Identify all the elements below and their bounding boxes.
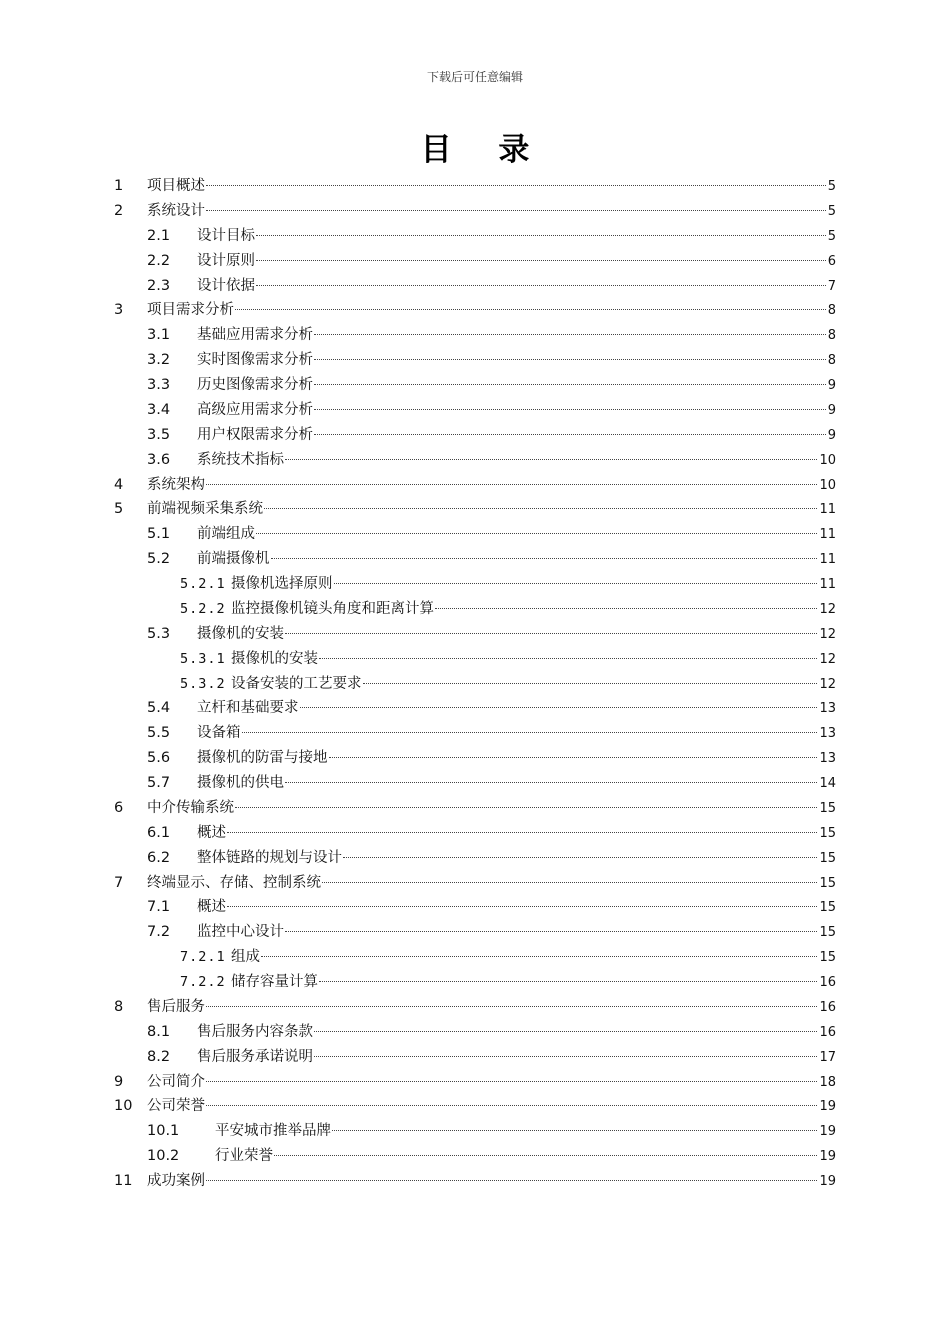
- toc-entry-number: 5.3.1: [180, 650, 226, 667]
- toc-entry-number: 3.5: [147, 426, 171, 443]
- toc-entry-page-number: 15: [819, 850, 836, 866]
- toc-entry[interactable]: [0, 871, 950, 896]
- toc-dot-leader: [334, 583, 818, 584]
- toc-entry-line: [197, 771, 836, 797]
- toc-entry[interactable]: [0, 274, 950, 299]
- toc-entry-page-number: 9: [827, 427, 836, 443]
- toc-entry-page-number: 14: [819, 776, 836, 791]
- toc-entry[interactable]: [0, 920, 950, 945]
- toc-entry[interactable]: [0, 622, 950, 647]
- toc-entry[interactable]: [0, 323, 950, 348]
- toc-entry-page-number: 18: [819, 1074, 836, 1090]
- toc-entry-number: 3.6: [147, 451, 171, 468]
- toc-entry[interactable]: [0, 423, 950, 448]
- toc-entry[interactable]: [0, 298, 950, 323]
- toc-entry[interactable]: [0, 1020, 950, 1045]
- toc-dot-leader: [256, 235, 826, 236]
- toc-entry-title: 摄像机的防雷与接地: [197, 750, 328, 767]
- toc-dot-leader: [206, 1081, 817, 1082]
- toc-entry-line: [197, 348, 836, 374]
- toc-entry-title: 前端组成: [197, 526, 255, 543]
- toc-entry-number: 6.1: [147, 824, 171, 841]
- toc-entry-page-number: 11: [819, 527, 836, 543]
- toc-dot-leader: [314, 434, 826, 435]
- toc-dot-leader: [319, 981, 817, 982]
- toc-entry-page-number: 19: [819, 1149, 836, 1165]
- toc-entry-title: 终端显示、存储、控制系统: [147, 874, 321, 891]
- toc-entry-page-number: 16: [819, 975, 836, 990]
- toc-entry-number: 10.1: [147, 1123, 180, 1140]
- toc-entry-line: [197, 522, 836, 548]
- toc-dot-leader: [242, 732, 818, 733]
- toc-entry-page-number: 11: [819, 552, 836, 568]
- toc-dot-leader: [271, 558, 818, 559]
- toc-dot-leader: [322, 882, 817, 883]
- toc-entry-title: 公司荣誉: [147, 1098, 205, 1115]
- toc-entry-number: 7.2.1: [180, 949, 226, 966]
- toc-dot-leader: [206, 185, 826, 186]
- toc-entry-line: [231, 672, 836, 698]
- toc-entry[interactable]: [0, 522, 950, 547]
- toc-entry-title: 设计目标: [197, 227, 255, 244]
- toc-entry-number: 2.3: [147, 277, 171, 294]
- toc-entry-page-number: 8: [827, 353, 836, 369]
- toc-entry-title: 公司简介: [147, 1073, 205, 1090]
- toc-entry-number: 5.3.2: [180, 675, 226, 692]
- toc-entry-number: 7.2.2: [180, 974, 226, 990]
- toc-dot-leader: [206, 1006, 817, 1007]
- toc-entry-line: [215, 1144, 836, 1170]
- toc-entry-number: 5.7: [147, 775, 171, 791]
- toc-entry[interactable]: [0, 672, 950, 697]
- toc-entry-title: 项目概述: [147, 178, 205, 194]
- toc-entry-line: [197, 547, 836, 573]
- toc-entry-number: 2.2: [147, 252, 171, 269]
- toc-entry-line: [147, 497, 836, 523]
- toc-entry-title: 设备箱: [197, 725, 241, 742]
- toc-entry-number: 5.4: [147, 700, 171, 717]
- toc-entry-page-number: 11: [819, 577, 836, 592]
- toc-entry-number: 5.2.1: [180, 576, 226, 592]
- toc-entry-line: [231, 970, 836, 996]
- toc-entry-line: [231, 945, 836, 971]
- toc-entry-title: 摄像机的安装: [197, 625, 284, 642]
- toc-entry-line: [197, 423, 836, 449]
- page-header-note: 下载后可任意编辑: [426, 70, 523, 84]
- toc-entry-line: [197, 746, 836, 772]
- toc-entry[interactable]: [0, 473, 950, 498]
- toc-entry-page-number: 12: [819, 676, 836, 692]
- toc-entry-number: 6.2: [147, 849, 171, 866]
- toc-dot-leader: [285, 931, 817, 932]
- toc-entry-number: 2: [114, 202, 124, 219]
- toc-entry[interactable]: [0, 1045, 950, 1070]
- toc-entry-page-number: 19: [819, 1174, 836, 1189]
- toc-entry-number: 3.4: [147, 401, 171, 418]
- toc-entry-number: 9: [114, 1073, 124, 1090]
- toc-dot-leader: [206, 1180, 817, 1181]
- toc-entry-page-number: 19: [819, 1099, 836, 1115]
- toc-dot-leader: [285, 633, 817, 634]
- toc-entry-number: 8: [114, 998, 124, 1015]
- toc-entry[interactable]: [0, 547, 950, 572]
- toc-dot-leader: [314, 384, 826, 385]
- toc-dot-leader: [227, 832, 817, 833]
- toc-dot-leader: [206, 1105, 817, 1106]
- toc-entry-page-number: 7: [827, 278, 836, 294]
- toc-entry-title: 摄像机的安装: [231, 650, 318, 667]
- toc-entry-number: 3: [114, 302, 124, 319]
- toc-entry-number: 11: [114, 1173, 133, 1189]
- toc-entry-title: 平安城市推举品牌: [215, 1123, 331, 1140]
- toc-entry-title: 概述: [197, 824, 226, 841]
- toc-entry-page-number: 5: [827, 203, 836, 219]
- toc-entry-title: 设备安装的工艺要求: [231, 675, 362, 692]
- toc-entry-page-number: 17: [819, 1049, 836, 1065]
- toc-entry-title: 实时图像需求分析: [197, 352, 313, 369]
- toc-entry-number: 5.2.2: [180, 600, 226, 617]
- toc-entry-title: 售后服务承诺说明: [197, 1048, 313, 1065]
- toc-entry[interactable]: [0, 398, 950, 423]
- toc-entry-line: [197, 398, 836, 424]
- toc-entry-number: 3.2: [147, 352, 171, 369]
- toc-entry-title: 系统设计: [147, 202, 205, 219]
- toc-entry-title: 前端摄像机: [197, 551, 270, 568]
- toc-entry-line: [147, 1070, 836, 1096]
- toc-entry-page-number: 15: [819, 800, 836, 816]
- toc-entry[interactable]: [0, 1119, 950, 1144]
- toc-entry-page-number: 9: [827, 402, 836, 418]
- toc-entry-title: 售后服务内容条款: [197, 1023, 313, 1040]
- toc-entry-line: [197, 274, 836, 300]
- page-title: 目 录: [420, 132, 548, 168]
- toc-entry-title: 摄像机的供电: [197, 775, 284, 791]
- toc-entry-page-number: 16: [819, 1024, 836, 1040]
- toc-dot-leader: [206, 210, 826, 211]
- toc-entry[interactable]: [0, 721, 950, 746]
- toc-entry[interactable]: [0, 1144, 950, 1169]
- toc-entry[interactable]: [0, 846, 950, 871]
- toc-entry-page-number: 5: [827, 179, 836, 194]
- toc-entry[interactable]: [0, 771, 950, 796]
- toc-entry[interactable]: [0, 647, 950, 672]
- toc-entry-title: 系统架构: [147, 476, 205, 493]
- toc-entry-page-number: 13: [819, 751, 836, 767]
- toc-entry[interactable]: [0, 448, 950, 473]
- toc-entry-page-number: 12: [819, 601, 836, 617]
- toc-entry-page-number: 15: [819, 925, 836, 941]
- toc-dot-leader: [261, 956, 817, 957]
- toc-entry[interactable]: [0, 224, 950, 249]
- toc-entry[interactable]: [0, 696, 950, 721]
- toc-dot-leader: [227, 906, 817, 907]
- toc-entry[interactable]: [0, 249, 950, 274]
- toc-entry[interactable]: [0, 995, 950, 1020]
- toc-dot-leader: [314, 1031, 817, 1032]
- toc-entry-line: [197, 373, 836, 399]
- toc-entry-title: 历史图像需求分析: [197, 377, 313, 393]
- toc-entry-page-number: 8: [827, 328, 836, 344]
- toc-entry-line: [147, 199, 836, 225]
- toc-dot-leader: [300, 707, 818, 708]
- toc-entry-title: 摄像机选择原则: [231, 576, 333, 592]
- toc-entry-page-number: 12: [819, 626, 836, 642]
- table-of-contents: [0, 174, 950, 1194]
- toc-entry[interactable]: [0, 796, 950, 821]
- toc-dot-leader: [435, 608, 817, 609]
- toc-entry-page-number: 13: [819, 726, 836, 742]
- toc-dot-leader: [285, 459, 817, 460]
- toc-entry-title: 售后服务: [147, 998, 205, 1015]
- toc-entry-page-number: 19: [819, 1124, 836, 1140]
- toc-dot-leader: [314, 1056, 817, 1057]
- toc-entry-line: [197, 846, 836, 872]
- toc-entry[interactable]: [0, 174, 950, 199]
- toc-entry[interactable]: [0, 970, 950, 995]
- toc-entry-number: 3.1: [147, 327, 171, 344]
- toc-dot-leader: [235, 309, 826, 310]
- toc-entry-number: 5.6: [147, 750, 171, 767]
- toc-entry-line: [147, 871, 836, 897]
- toc-entry-line: [147, 473, 836, 499]
- toc-entry[interactable]: [0, 597, 950, 622]
- toc-entry[interactable]: [0, 895, 950, 920]
- toc-entry[interactable]: [0, 945, 950, 970]
- toc-entry-page-number: 15: [819, 900, 836, 916]
- toc-entry-page-number: 8: [827, 303, 836, 319]
- toc-entry-page-number: 12: [819, 651, 836, 667]
- toc-entry-title: 用户权限需求分析: [197, 426, 313, 443]
- toc-entry-title: 监控中心设计: [197, 924, 284, 941]
- toc-entry-title: 系统技术指标: [197, 451, 284, 468]
- toc-entry-number: 5.1: [147, 526, 171, 543]
- toc-entry[interactable]: [0, 572, 950, 597]
- toc-dot-leader: [314, 409, 826, 410]
- toc-entry-number: 5.3: [147, 625, 171, 642]
- toc-dot-leader: [256, 285, 826, 286]
- toc-entry[interactable]: [0, 373, 950, 398]
- toc-entry-line: [147, 1169, 836, 1195]
- toc-entry-line: [147, 796, 836, 822]
- toc-dot-leader: [363, 683, 818, 684]
- toc-entry[interactable]: [0, 1094, 950, 1119]
- toc-entry-number: 4: [114, 476, 124, 493]
- toc-entry-title: 储存容量计算: [231, 974, 318, 990]
- toc-entry-number: 5: [114, 501, 124, 518]
- toc-entry-title: 立杆和基础要求: [197, 700, 299, 717]
- toc-entry-title: 基础应用需求分析: [197, 327, 313, 344]
- toc-dot-leader: [235, 807, 817, 808]
- toc-entry-page-number: 15: [819, 875, 836, 891]
- toc-entry-number: 8.2: [147, 1048, 171, 1065]
- toc-entry-title: 概述: [197, 899, 226, 916]
- toc-dot-leader: [343, 857, 817, 858]
- toc-dot-leader: [329, 757, 818, 758]
- toc-entry-line: [197, 323, 836, 349]
- toc-entry-title: 中介传输系统: [147, 799, 234, 816]
- toc-entry-line: [197, 895, 836, 921]
- toc-entry-line: [197, 1045, 836, 1071]
- toc-entry[interactable]: [0, 1169, 950, 1194]
- toc-entry-page-number: 10: [819, 452, 836, 468]
- toc-entry-line: [197, 622, 836, 648]
- toc-entry-title: 成功案例: [147, 1173, 205, 1189]
- toc-dot-leader: [285, 782, 817, 783]
- toc-dot-leader: [314, 359, 826, 360]
- toc-entry-page-number: 10: [819, 477, 836, 493]
- toc-entry-title: 设计依据: [197, 277, 255, 294]
- toc-dot-leader: [206, 484, 817, 485]
- toc-entry-line: [197, 224, 836, 250]
- toc-entry-line: [147, 995, 836, 1021]
- toc-entry-number: 1: [114, 178, 124, 194]
- toc-entry-line: [147, 298, 836, 324]
- toc-entry-page-number: 6: [827, 253, 836, 269]
- toc-entry[interactable]: [0, 821, 950, 846]
- toc-dot-leader: [264, 508, 817, 509]
- toc-dot-leader: [319, 658, 817, 659]
- toc-entry-line: [231, 597, 836, 623]
- toc-entry-line: [197, 448, 836, 474]
- toc-entry-title: 高级应用需求分析: [197, 401, 313, 418]
- toc-entry-title: 设计原则: [197, 252, 255, 269]
- toc-entry-title: 组成: [231, 949, 260, 966]
- toc-entry-number: 2.1: [147, 227, 171, 244]
- toc-entry-title: 行业荣誉: [215, 1148, 273, 1165]
- toc-entry-page-number: 13: [819, 701, 836, 717]
- toc-entry-number: 10: [114, 1098, 133, 1115]
- toc-entry[interactable]: [0, 746, 950, 771]
- toc-entry-number: 3.3: [147, 377, 171, 393]
- toc-entry-title: 整体链路的规划与设计: [197, 849, 342, 866]
- toc-entry-number: 6: [114, 799, 124, 816]
- toc-entry-line: [197, 696, 836, 722]
- toc-entry-page-number: 16: [819, 999, 836, 1015]
- toc-dot-leader: [274, 1155, 817, 1156]
- toc-entry-line: [197, 721, 836, 747]
- toc-entry-line: [215, 1119, 836, 1145]
- toc-entry-line: [197, 920, 836, 946]
- toc-entry-page-number: 9: [827, 378, 836, 393]
- toc-entry-title: 监控摄像机镜头角度和距离计算: [231, 600, 434, 617]
- toc-dot-leader: [256, 260, 826, 261]
- toc-dot-leader: [314, 334, 826, 335]
- toc-entry-number: 7.2: [147, 924, 171, 941]
- toc-entry-number: 10.2: [147, 1148, 180, 1165]
- toc-entry[interactable]: [0, 348, 950, 373]
- toc-dot-leader: [332, 1130, 817, 1131]
- toc-entry-page-number: 5: [827, 228, 836, 244]
- toc-entry-line: [231, 647, 836, 673]
- toc-entry-line: [197, 249, 836, 275]
- toc-entry-line: [147, 1094, 836, 1120]
- toc-entry-page-number: 15: [819, 950, 836, 966]
- toc-entry-number: 7.1: [147, 899, 171, 916]
- toc-entry-line: [147, 174, 836, 200]
- toc-entry-line: [197, 821, 836, 847]
- toc-entry-number: 8.1: [147, 1023, 171, 1040]
- toc-entry[interactable]: [0, 497, 950, 522]
- toc-entry-title: 前端视频采集系统: [147, 501, 263, 518]
- toc-entry-line: [197, 1020, 836, 1046]
- toc-entry-number: 7: [114, 874, 124, 891]
- toc-entry-number: 5.2: [147, 551, 171, 568]
- toc-entry-page-number: 11: [819, 502, 836, 518]
- toc-dot-leader: [256, 533, 817, 534]
- toc-entry-page-number: 15: [819, 825, 836, 841]
- toc-entry-line: [231, 572, 836, 598]
- toc-entry-number: 5.5: [147, 725, 171, 742]
- toc-entry[interactable]: [0, 199, 950, 224]
- toc-entry[interactable]: [0, 1070, 950, 1095]
- toc-entry-title: 项目需求分析: [147, 302, 234, 319]
